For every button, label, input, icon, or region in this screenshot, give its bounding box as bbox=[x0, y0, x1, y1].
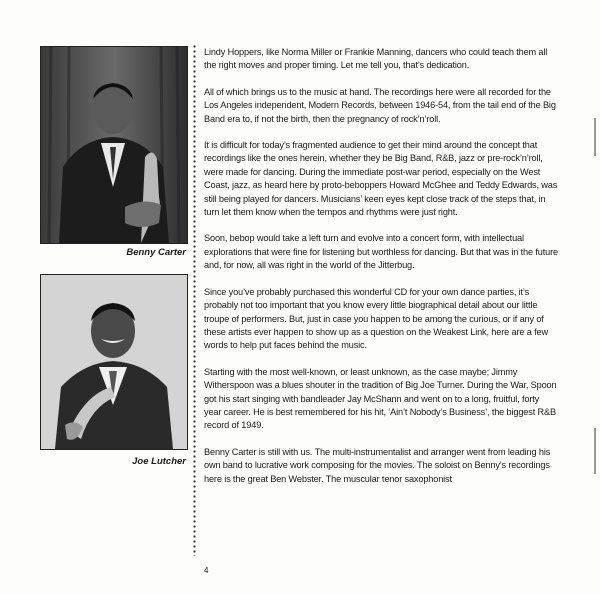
scan-edge-mark bbox=[594, 118, 596, 156]
paragraph: Lindy Hoppers, like Norma Miller or Frankie Manning, dancers who could teach them all the right moves and proper timing. Let me tell you, that’s dedication. bbox=[204, 47, 548, 71]
paragraph: It is difficult for today’s fragmented audience to get their mind around the concept that recordings like the ones herein, whether they be Big Band, R&B, jazz or pre-rock’n’roll, were made for dancing. During the immediate post-war period, especially on the West Coast, jazz, as heard here by proto-beboppers Howard McGhee and Teddy Edwards, was still being played for dancers. Musicians’ keen eyes kept close track of the steps that, in turn let them know when the tempos and rhythms were just right. bbox=[204, 140, 558, 218]
scan-edge-mark bbox=[594, 428, 596, 474]
page-number: 4 bbox=[204, 566, 209, 575]
benny-carter-photo bbox=[40, 46, 188, 244]
body-text bbox=[204, 46, 558, 486]
paragraph: Since you’ve probably purchased this wonderful CD for your own dance parties, it’s probably not too important that you know every little biographical detail about our little troupe of performers. But, just in case you happen to be among the curious, or if any of these artists ever happen to show up as a question on the Weakest Link, here are a few words to help put faces behind the music. bbox=[204, 286, 548, 351]
photo-caption: Benny Carter bbox=[126, 247, 186, 258]
paragraph: All of which brings us to the music at hand. The recordings here were all recorded for the Los Angeles independent, Modern Records, between 1946-54, from the tail end of the Big Band era to, if not the birth, then the pregnancy of rock’n’roll. bbox=[204, 86, 556, 124]
dotted-divider bbox=[193, 44, 196, 556]
photo-caption: Joe Lutcher bbox=[132, 456, 186, 467]
paragraph: Benny Carter is still with us. The multi-instrumentalist and arranger went from leading his own band to lucrative work composing for the movies. The soloist on Benny’s recordings here is the great Ben Webster. The muscular tenor saxophonist bbox=[204, 446, 551, 484]
joe-lutcher-photo bbox=[40, 274, 188, 450]
paragraph: Soon, bebop would take a left turn and evolve into a concert form, with intellectual explorations that were fine for listening but worthless for dancing. But that was in the future and, for now, all was right in the world of the Jitterbug. bbox=[204, 233, 558, 271]
paragraph: Starting with the most well-known, or least unknown, as the case maybe; Jimmy Witherspoon was a blues shouter in the tradition of Big Joe Turner. During the War, Spoon got his start singing with bandleader Jay McShann and went on to a long, fruitful, forty year career. He is best remembered for his hit, ‘Ain’t Nobody’s Business’, the biggest R&B record of 1949. bbox=[204, 366, 557, 431]
